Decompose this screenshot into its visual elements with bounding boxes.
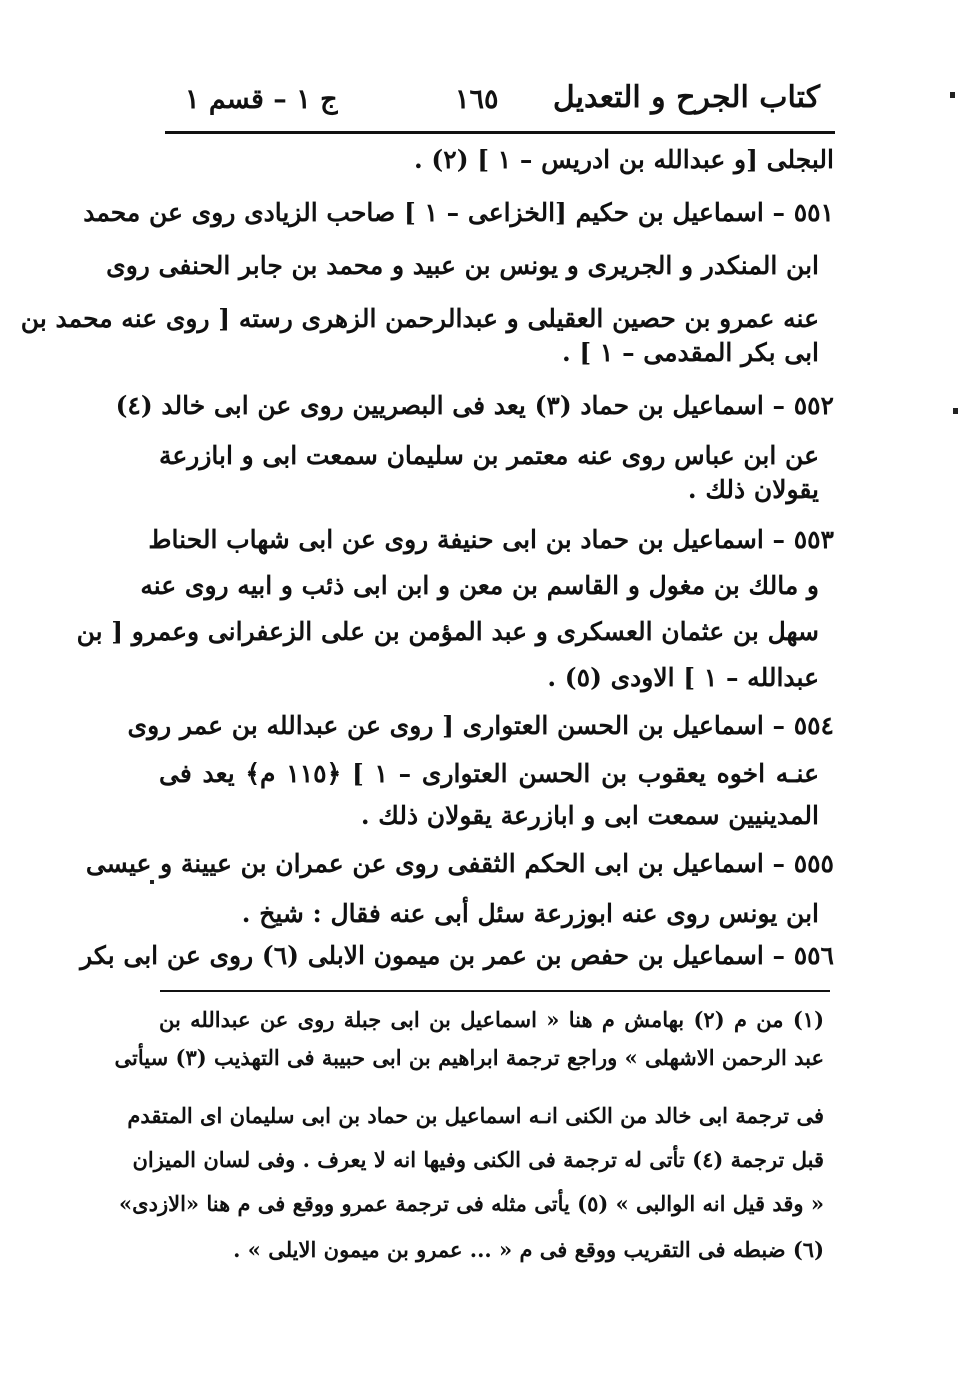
- text-line: يقولان ذلك ‌.: [687, 475, 819, 504]
- footnote-line: « وقد قيل انه الوالبى » (٥) يأتى مثله فى ترجمة عمرو ووقع فى م هنا «الازدى»: [119, 1191, 824, 1216]
- text-line: المدينيين سمعت ابى و ابازرعة يقولان ذلك ‌.: [360, 801, 819, 830]
- scan-mark: [953, 408, 958, 414]
- scan-mark: [150, 880, 154, 884]
- entry-556: ٥٥٦ – اسماعيل بن حفص بن عمر بن ميمون الابلى (٦) روى عن ابى بكر: [80, 941, 834, 970]
- text-line: البجلى [و عبدالله بن ادريس – ١ ] (٢) ‌.: [414, 145, 834, 174]
- header-rule: [165, 131, 835, 134]
- entry-552: ٥٥٢ – اسماعيل بن حماد (٣) يعد فى البصريين روى عن ابى خالد (٤): [115, 391, 834, 420]
- footnote-rule: [160, 990, 830, 992]
- footnote-line: عبد الرحمن الاشهلى » وراجع ترجمة ابراهيم بن ابى حبيبة فى التهذيب (٣) سيأتى: [114, 1045, 824, 1070]
- page-number: ١٦٥: [455, 84, 499, 115]
- text-line: ابن المنكدر و الجريرى و يونس بن عبيد و محمد بن جابر الحنفى روى: [106, 251, 819, 280]
- text-line: عبدالله – ١ ] الاودى (٥) ‌.: [547, 663, 819, 692]
- book-title: كتاب الجرح و التعديل: [552, 80, 820, 115]
- text-line: و مالك بن مغول و القاسم بن معن و ابن ابى ذئب و ابيه روى عنه: [140, 571, 819, 600]
- entry-553: ٥٥٣ – اسماعيل بن حماد بن ابى حنيفة روى عن ابى شهاب الحناط: [148, 525, 834, 554]
- entry-551: ٥٥١ – اسماعيل بن حكيم [الخزاعى – ١ ] صاحب الزيادى روى عن محمد: [83, 198, 834, 227]
- footnote-line: (٦) ضبطه فى التقريب ووقع فى م « ... عمرو بن ميمون الايلى » .: [233, 1237, 824, 1262]
- footnote-line: قبل ترجمة (٤) تأتى له ترجمة فى الكنى وفيها انه لا يعرف . وفى لسان الميزان: [132, 1147, 824, 1172]
- scan-mark: [950, 92, 955, 98]
- text-line: عن ابن عباس روى عنه معتمر بن سليمان سمعت ابى و ابازرعة: [158, 441, 819, 470]
- volume-part: ج ١ – قسم ١: [185, 84, 338, 115]
- text-line: سهل بن عثمان العسكرى و عبد المؤمن بن على الزعفرانى وعمرو [ بن: [76, 617, 819, 646]
- text-line: ابى بكر المقدمى – ١ ] ‌.: [561, 338, 819, 367]
- text-line: عنه عمرو بن حصين العقيلى و عبدالرحمن الزهرى رسته [ روى عنه محمد بن: [20, 304, 819, 333]
- text-line: عنـه اخوه يعقوب بن الحسن العتوارى – ١ ] ﴿١١٥ م﴾ يعد فى: [159, 759, 819, 788]
- text-line: ابن يونس روى عنه ابوزرعة سئل أبى عنه فقال : شيخ ‌.: [241, 899, 819, 928]
- footnote-line: فى ترجمة ابى خالد من الكنى انـه اسماعيل بن حماد بن ابى سليمان اى المتقدم: [127, 1103, 824, 1128]
- footnote-line: (١) من م (٢) بهامش م هنا « اسماعيل بن ابى جبلة روى عن عبدالله بن: [159, 1007, 825, 1032]
- entry-555: ٥٥٥ – اسماعيل بن ابى الحكم الثقفى روى عن عمران بن عيينة و عيسى: [85, 849, 834, 878]
- entry-554: ٥٥٤ – اسماعيل بن الحسن العتوارى [ روى عن عبدالله بن عمر روى: [127, 711, 834, 740]
- page-header: [165, 70, 835, 130]
